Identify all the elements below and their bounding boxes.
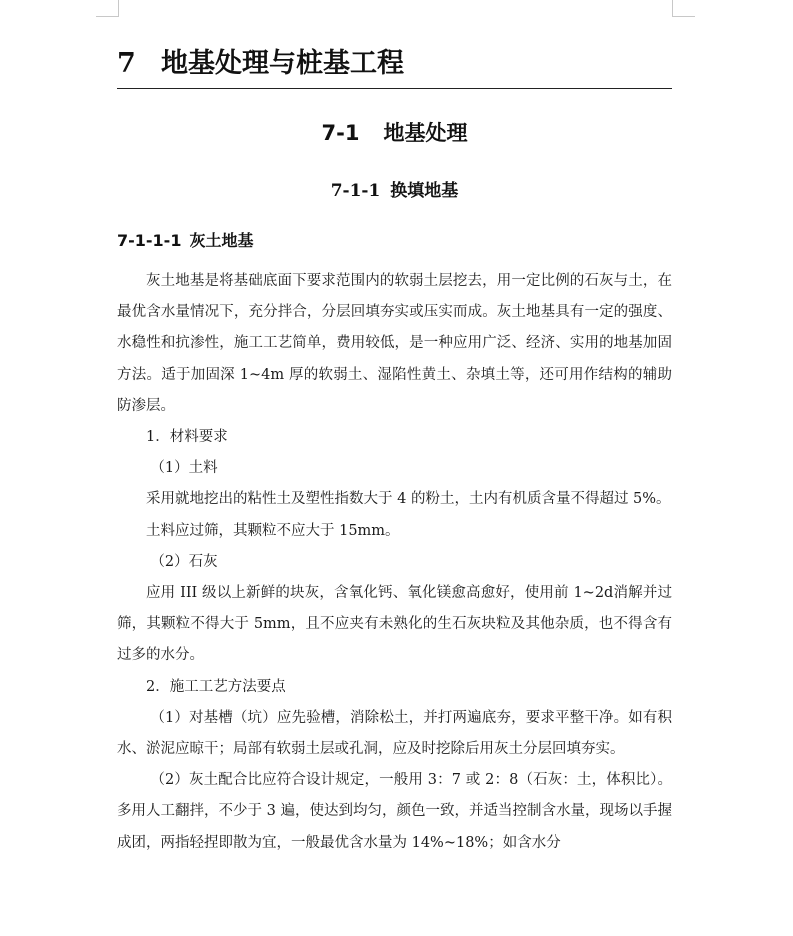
chapter-heading — [117, 44, 672, 89]
subsubsection-heading — [117, 228, 253, 254]
body-text — [117, 266, 672, 859]
section-heading — [117, 118, 672, 148]
crop-mark-top-left — [96, 0, 119, 17]
chapter-title: 地基处理与桩基工程 — [161, 48, 404, 79]
step-1-paragraph: （1）对基槽（坑）应先验槽，消除松土，并打两遍底夯，要求平整干净。如有积水、淤泥应晾干；局部有软弱土层或孔洞，应及时挖除后用灰土分层回填夯实。 — [117, 709, 672, 758]
subsubsection-title: 灰土地基 — [189, 231, 254, 250]
lime-paragraph: 应用 III 级以上新鲜的块灰，含氧化钙、氧化镁愈高愈好，使用前 1~2d消解并过筛，其颗粒不得大于 5mm，且不应夹有未熟化的生石灰块粒及其他杂质，也不得含有过多的水分。 — [117, 585, 672, 664]
soil-paragraph-2: 土料应过筛，其颗粒不应大于 15mm。 — [146, 522, 400, 539]
soil-heading: （1）土料 — [150, 460, 218, 477]
subsection-heading — [117, 178, 672, 204]
crop-mark-top-right — [672, 0, 695, 17]
step-2-paragraph: （2）灰土配合比应符合设计规定，一般用 3：7 或 2：8（石灰：土，体积比）。多用人工翻拌，不少于 3 遍，使达到均匀，颜色一致，并适当控制含水量，现场以手握成团，两指轻捏即散为宜，一般最优含水量为 14%~18%；如含水分 — [117, 772, 672, 851]
subsubsection-number: 7-1-1-1 — [117, 231, 182, 250]
section-title: 地基处理 — [383, 121, 468, 145]
construction-heading: 2．施工工艺方法要点 — [146, 678, 286, 695]
section-number: 7-1 — [321, 121, 360, 145]
chapter-number: 7 — [117, 48, 136, 79]
subsection-number: 7-1-1 — [330, 181, 381, 201]
lime-heading: （2）石灰 — [150, 553, 218, 570]
subsection-title: 换填地基 — [390, 181, 459, 201]
soil-paragraph-1: 采用就地挖出的粘性土及塑性指数大于 4 的粉土，土内有机质含量不得超过 5%。 — [146, 491, 671, 508]
materials-heading: 1．材料要求 — [146, 429, 228, 446]
intro-paragraph: 灰土地基是将基础底面下要求范围内的软弱土层挖去，用一定比例的石灰与土，在最优含水量情况下，充分拌合，分层回填夯实或压实而成。灰土地基具有一定的强度、水稳性和抗渗性，施工工艺简单，费用较低，是一种应用广泛、经济、实用的地基加固方法。适于加固深 1~4m 厚的软弱土、湿陷性黄土、杂填土等，还可用作结构的辅助防渗层。 — [117, 273, 672, 414]
